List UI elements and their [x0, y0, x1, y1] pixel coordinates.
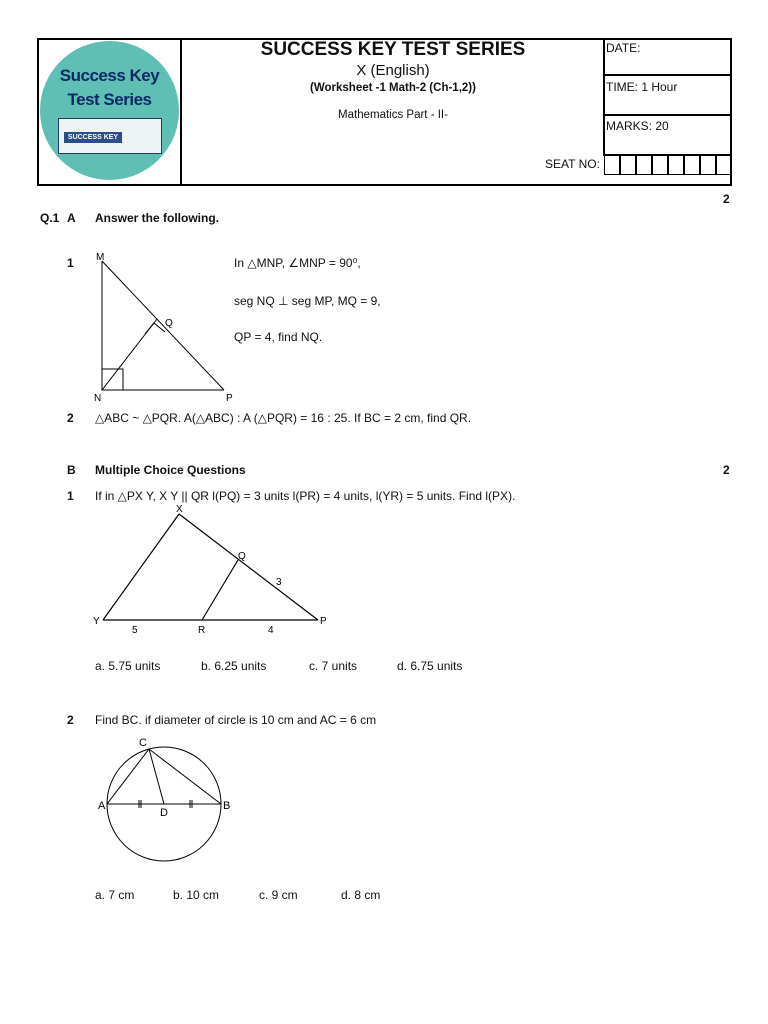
label-y: Y: [93, 616, 100, 627]
subject-line: Mathematics Part - II-: [338, 109, 448, 121]
label-d: D: [160, 807, 168, 819]
seat-box[interactable]: [604, 155, 620, 175]
section-a-marks: 2: [723, 192, 730, 206]
length-yr: 5: [132, 625, 138, 636]
section-heading: Answer the following.: [95, 211, 220, 225]
label-c: C: [139, 737, 147, 749]
info-divider: [603, 74, 732, 76]
logo-text-line2: Test Series: [67, 90, 152, 109]
seat-box[interactable]: [636, 155, 652, 175]
question-text: seg NQ ⊥ seg MP, MQ = 9,: [234, 294, 381, 308]
option-b[interactable]: b. 10 cm: [173, 888, 220, 902]
label-n: N: [94, 393, 102, 404]
section-heading: Multiple Choice Questions: [95, 463, 246, 477]
chord-bc: [149, 749, 221, 804]
page-title: SUCCESS KEY TEST SERIES: [260, 39, 526, 60]
option-d[interactable]: d. 8 cm: [341, 888, 381, 902]
section-letter: A: [67, 211, 76, 225]
date-label: DATE:: [606, 41, 641, 55]
seat-label: SEAT NO:: [545, 157, 600, 171]
logo-badge-label: SUCCESS KEY: [64, 132, 122, 143]
option-d[interactable]: d. 6.75 units: [397, 659, 463, 673]
item-number: 2: [67, 411, 74, 425]
seat-number-boxes[interactable]: [604, 155, 732, 175]
info-column: [603, 38, 732, 155]
info-divider: [603, 114, 732, 116]
side-xp: [179, 514, 318, 620]
label-r: R: [198, 625, 206, 636]
label-p: P: [320, 616, 327, 627]
label-b: B: [223, 800, 231, 812]
logo-text-line1: Success Key: [59, 66, 160, 85]
class-line: X (English): [356, 62, 430, 79]
label-a: A: [98, 800, 106, 812]
label-m: M: [96, 252, 105, 263]
side-xy: [103, 514, 179, 620]
length-rp: 4: [268, 625, 274, 636]
option-b[interactable]: b. 6.25 units: [201, 659, 267, 673]
seat-box[interactable]: [684, 155, 700, 175]
item-number: 1: [67, 489, 74, 503]
segment-qr: [202, 560, 238, 620]
time-label: TIME: 1 Hour: [606, 80, 678, 94]
option-a[interactable]: a. 7 cm: [95, 888, 135, 902]
question-number: Q.1: [40, 211, 60, 225]
item-number: 1: [67, 256, 74, 270]
question-text: In △MNP, ∠MNP = 90⁰,: [234, 256, 361, 270]
seat-box[interactable]: [700, 155, 716, 175]
right-angle-n: [102, 369, 123, 390]
label-p: P: [226, 393, 233, 404]
question-text: If in △PX Y, X Y || QR l(PQ) = 3 units l(PR) = 4 units, l(YR) = 5 units. Find l(PX).: [95, 489, 516, 503]
seat-box[interactable]: [668, 155, 684, 175]
question-text: Find BC. if diameter of circle is 10 cm and AC = 6 cm: [95, 713, 377, 727]
segment-cd: [149, 749, 164, 804]
triangle-mnp-figure: [90, 248, 240, 406]
question-text: QP = 4, find NQ.: [234, 330, 323, 344]
seat-box[interactable]: [620, 155, 636, 175]
logo: [40, 41, 179, 180]
label-q: Q: [238, 551, 246, 562]
label-q: Q: [165, 318, 173, 329]
chord-ac: [107, 749, 149, 804]
option-c[interactable]: c. 9 cm: [259, 888, 298, 902]
option-c[interactable]: c. 7 units: [309, 659, 358, 673]
triangle-pxy-figure: [90, 500, 340, 640]
worksheet-line: (Worksheet -1 Math-2 (Ch-1,2)): [310, 82, 476, 94]
question-text: △ABC ~ △PQR. A(△ABC) : A (△PQR) = 16 : 25. If BC = 2 cm, find QR.: [95, 411, 472, 425]
seat-box[interactable]: [716, 155, 732, 175]
seat-box[interactable]: [652, 155, 668, 175]
circle-figure: [92, 732, 242, 867]
marks-label: MARKS: 20: [606, 119, 669, 133]
side-mp: [102, 261, 224, 390]
label-x: X: [176, 504, 183, 515]
length-qp: 3: [276, 577, 282, 588]
section-b-marks: 2: [723, 463, 730, 477]
option-a[interactable]: a. 5.75 units: [95, 659, 161, 673]
section-letter: B: [67, 463, 76, 477]
item-number: 2: [67, 713, 74, 727]
